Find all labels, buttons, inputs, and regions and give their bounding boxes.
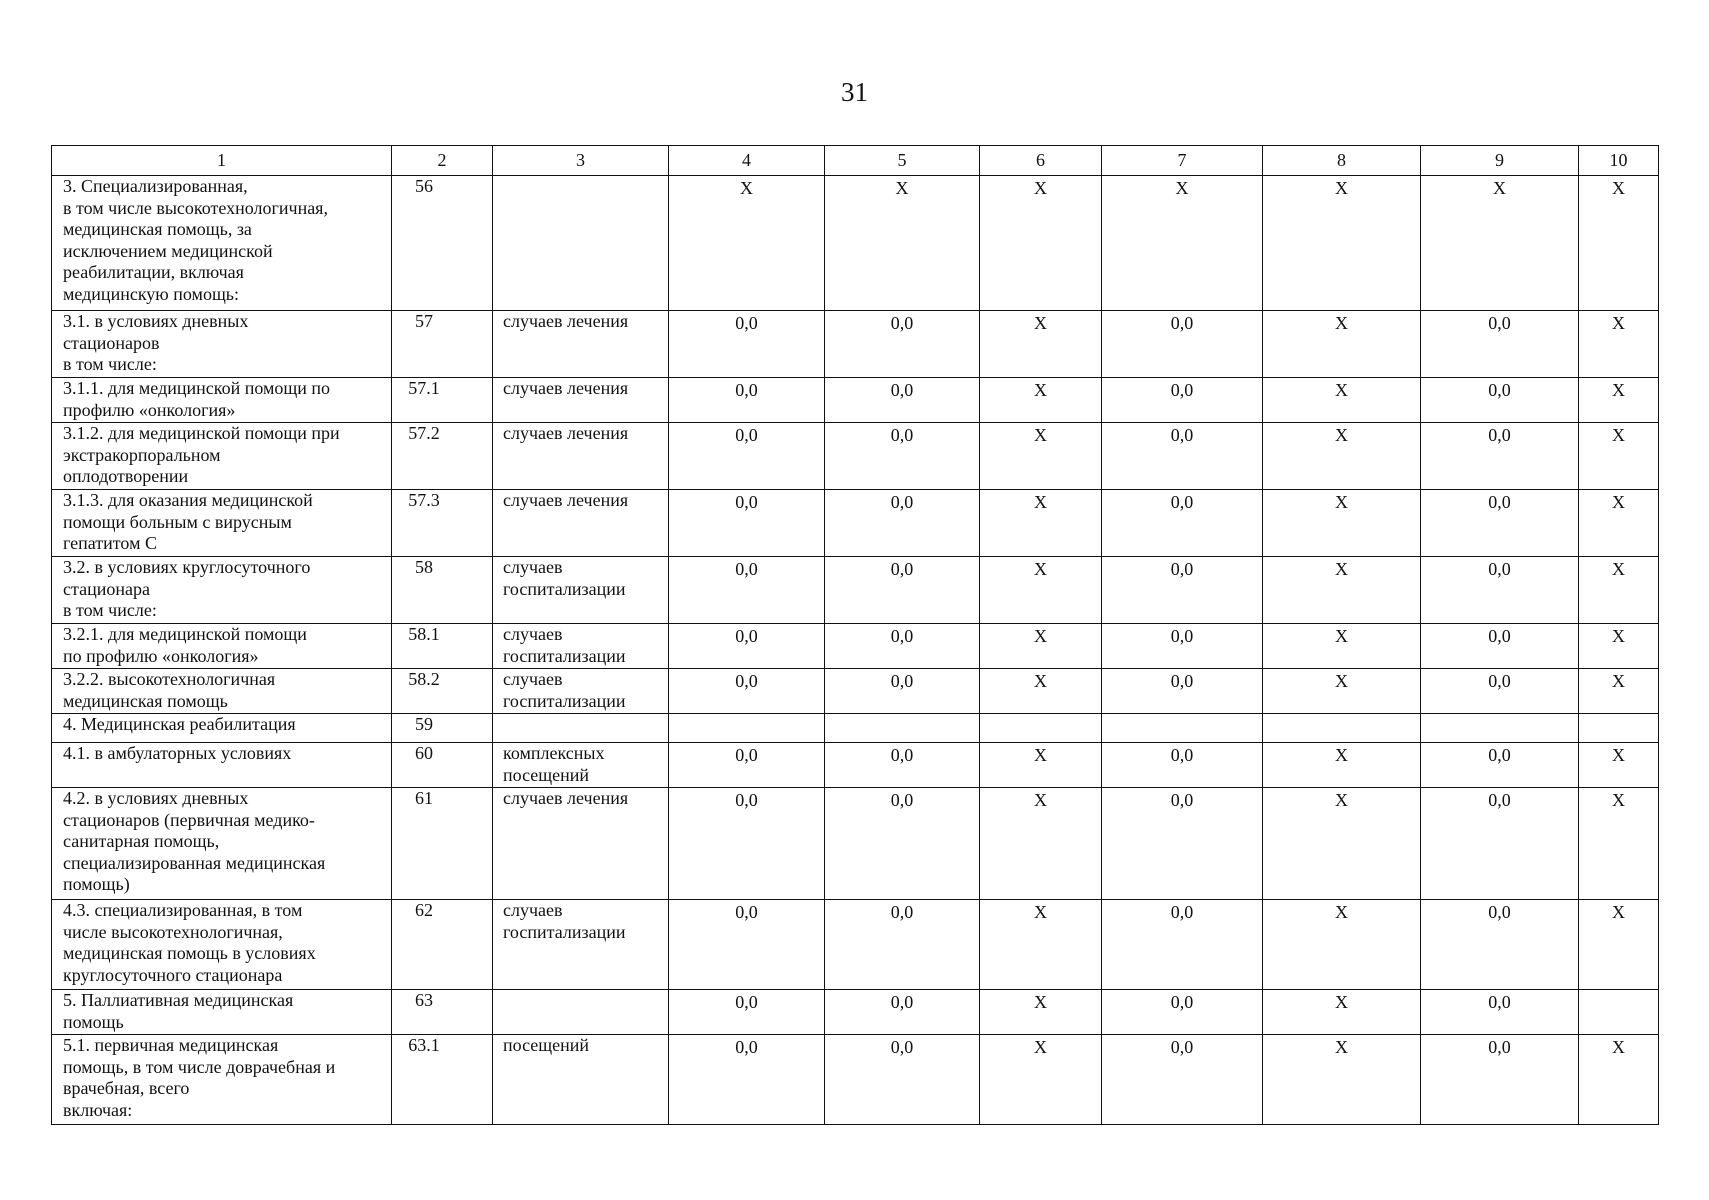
header-cell: 2 [392,146,493,176]
row-code: 61 [392,788,493,900]
value-cell-9: 0,0 [1421,557,1579,624]
value-cell-6: Х [980,624,1102,669]
value-cell-9: 0,0 [1421,1035,1579,1125]
value-cell-7: 0,0 [1102,900,1263,990]
value-cell-4: 0,0 [669,900,825,990]
row-unit: случаев госпитализации [493,624,669,669]
row-unit: случаев лечения [493,490,669,557]
value-cell-9 [1421,714,1579,743]
header-cell: 3 [493,146,669,176]
value-cell-8: Х [1263,176,1421,311]
value-cell-7: Х [1102,176,1263,311]
row-unit [493,176,669,311]
value-cell-5: 0,0 [825,900,980,990]
value-cell-10: Х [1579,423,1659,490]
value-cell-5: 0,0 [825,378,980,423]
table-row [52,378,1659,423]
table-row [52,743,1659,788]
value-cell-7: 0,0 [1102,490,1263,557]
value-cell-5: 0,0 [825,669,980,714]
row-code: 63.1 [392,1035,493,1125]
value-cell-8: Х [1263,669,1421,714]
table-row [52,490,1659,557]
value-cell-8: Х [1263,900,1421,990]
value-cell-6: Х [980,900,1102,990]
value-cell-10: Х [1579,176,1659,311]
value-cell-6: Х [980,423,1102,490]
row-unit: случаев госпитализации [493,900,669,990]
row-code: 58.2 [392,669,493,714]
row-unit: случаев лечения [493,311,669,378]
table-row [52,176,1659,311]
value-cell-7: 0,0 [1102,624,1263,669]
value-cell-7: 0,0 [1102,557,1263,624]
value-cell-8 [1263,714,1421,743]
value-cell-4: 0,0 [669,557,825,624]
row-label: 3.1.3. для оказания медицинской помощи больным с вирусным гепатитом С [52,490,392,557]
row-unit: комплексных посещений [493,743,669,788]
row-code: 57.2 [392,423,493,490]
value-cell-6: Х [980,1035,1102,1125]
row-unit: случаев лечения [493,423,669,490]
value-cell-4: 0,0 [669,669,825,714]
value-cell-9: 0,0 [1421,624,1579,669]
table-row [52,788,1659,900]
row-label: 4.2. в условиях дневных стационаров (первичная медико- санитарная помощь, специализированная медицинская помощь) [52,788,392,900]
row-code: 57.3 [392,490,493,557]
row-unit: случаев госпитализации [493,557,669,624]
table-row [52,990,1659,1035]
value-cell-5: 0,0 [825,990,980,1035]
table-row [52,714,1659,743]
table-row [52,423,1659,490]
value-cell-7: 0,0 [1102,669,1263,714]
row-label: 3.1.1. для медицинской помощи по профилю «онкология» [52,378,392,423]
table-row [52,624,1659,669]
value-cell-5: 0,0 [825,557,980,624]
value-cell-7: 0,0 [1102,990,1263,1035]
value-cell-6 [980,714,1102,743]
table-row [52,900,1659,990]
value-cell-8: Х [1263,990,1421,1035]
value-cell-8: Х [1263,624,1421,669]
value-cell-4: 0,0 [669,990,825,1035]
value-cell-10: Х [1579,743,1659,788]
value-cell-5: 0,0 [825,624,980,669]
value-cell-4: Х [669,176,825,311]
value-cell-5: 0,0 [825,743,980,788]
header-cell: 10 [1579,146,1659,176]
row-code: 56 [392,176,493,311]
value-cell-5: 0,0 [825,788,980,900]
header-cell: 8 [1263,146,1421,176]
row-label: 3.1.2. для медицинской помощи при экстракорпоральном оплодотворении [52,423,392,490]
value-cell-4: 0,0 [669,378,825,423]
header-cell: 1 [52,146,392,176]
value-cell-5: 0,0 [825,311,980,378]
row-unit: посещений [493,1035,669,1125]
value-cell-9: Х [1421,176,1579,311]
value-cell-9: 0,0 [1421,788,1579,900]
value-cell-10: Х [1579,1035,1659,1125]
value-cell-10: Х [1579,311,1659,378]
value-cell-8: Х [1263,743,1421,788]
row-code: 58 [392,557,493,624]
row-unit [493,714,669,743]
value-cell-5: 0,0 [825,490,980,557]
value-cell-6: Х [980,490,1102,557]
value-cell-9: 0,0 [1421,423,1579,490]
value-cell-10: Х [1579,378,1659,423]
value-cell-4: 0,0 [669,624,825,669]
value-cell-10: Х [1579,669,1659,714]
value-cell-9: 0,0 [1421,378,1579,423]
value-cell-8: Х [1263,311,1421,378]
value-cell-6: Х [980,176,1102,311]
header-cell: 9 [1421,146,1579,176]
value-cell-8: Х [1263,378,1421,423]
value-cell-10: Х [1579,788,1659,900]
value-cell-6: Х [980,311,1102,378]
row-code: 60 [392,743,493,788]
value-cell-6: Х [980,788,1102,900]
value-cell-7: 0,0 [1102,743,1263,788]
value-cell-9: 0,0 [1421,900,1579,990]
value-cell-6: Х [980,669,1102,714]
row-label: 4.3. специализированная, в том числе высокотехнологичная, медицинская помощь в условиях круглосуточного стационара [52,900,392,990]
value-cell-9: 0,0 [1421,490,1579,557]
row-code: 62 [392,900,493,990]
value-cell-8: Х [1263,557,1421,624]
value-cell-6: Х [980,378,1102,423]
value-cell-10: Х [1579,490,1659,557]
value-cell-7 [1102,714,1263,743]
row-label: 4. Медицинская реабилитация [52,714,392,743]
value-cell-4: 0,0 [669,1035,825,1125]
header-cell: 4 [669,146,825,176]
value-cell-6: Х [980,557,1102,624]
value-cell-9: 0,0 [1421,669,1579,714]
value-cell-6: Х [980,743,1102,788]
row-code: 63 [392,990,493,1035]
value-cell-10: Х [1579,557,1659,624]
value-cell-8: Х [1263,788,1421,900]
value-cell-5: 0,0 [825,423,980,490]
data-table [51,145,1659,1125]
row-unit: случаев госпитализации [493,669,669,714]
value-cell-4: 0,0 [669,311,825,378]
value-cell-4: 0,0 [669,490,825,557]
header-cell: 7 [1102,146,1263,176]
table-row [52,669,1659,714]
value-cell-8: Х [1263,1035,1421,1125]
value-cell-4: 0,0 [669,743,825,788]
value-cell-7: 0,0 [1102,1035,1263,1125]
value-cell-9: 0,0 [1421,990,1579,1035]
value-cell-8: Х [1263,423,1421,490]
row-code: 58.1 [392,624,493,669]
value-cell-10 [1579,990,1659,1035]
row-label: 3.2.2. высокотехнологичная медицинская помощь [52,669,392,714]
header-cell: 5 [825,146,980,176]
row-label: 3.2. в условиях круглосуточного стационара в том числе: [52,557,392,624]
value-cell-7: 0,0 [1102,378,1263,423]
value-cell-9: 0,0 [1421,743,1579,788]
row-code: 57 [392,311,493,378]
value-cell-7: 0,0 [1102,788,1263,900]
value-cell-8: Х [1263,490,1421,557]
header-cell: 6 [980,146,1102,176]
value-cell-5: Х [825,176,980,311]
row-label: 3.2.1. для медицинской помощи по профилю «онкология» [52,624,392,669]
row-label: 5. Паллиативная медицинская помощь [52,990,392,1035]
header-row [52,146,1659,176]
table-row [52,311,1659,378]
row-label: 3. Специализированная, в том числе высокотехнологичная, медицинская помощь, за исключением медицинской реабилитации, включая медицинскую помощь: [52,176,392,311]
row-unit: случаев лечения [493,378,669,423]
row-code: 57.1 [392,378,493,423]
value-cell-5 [825,714,980,743]
row-label: 3.1. в условиях дневных стационаров в том числе: [52,311,392,378]
value-cell-6: Х [980,990,1102,1035]
table-row [52,557,1659,624]
row-unit [493,990,669,1035]
row-unit: случаев лечения [493,788,669,900]
row-label: 4.1. в амбулаторных условиях [52,743,392,788]
value-cell-10 [1579,714,1659,743]
value-cell-4: 0,0 [669,788,825,900]
row-label: 5.1. первичная медицинская помощь, в том числе доврачебная и врачебная, всего включая: [52,1035,392,1125]
value-cell-4 [669,714,825,743]
table-row [52,1035,1659,1125]
value-cell-7: 0,0 [1102,311,1263,378]
row-code: 59 [392,714,493,743]
value-cell-9: 0,0 [1421,311,1579,378]
value-cell-5: 0,0 [825,1035,980,1125]
value-cell-4: 0,0 [669,423,825,490]
value-cell-10: Х [1579,624,1659,669]
page-number: 31 [841,77,868,107]
value-cell-10: Х [1579,900,1659,990]
value-cell-7: 0,0 [1102,423,1263,490]
